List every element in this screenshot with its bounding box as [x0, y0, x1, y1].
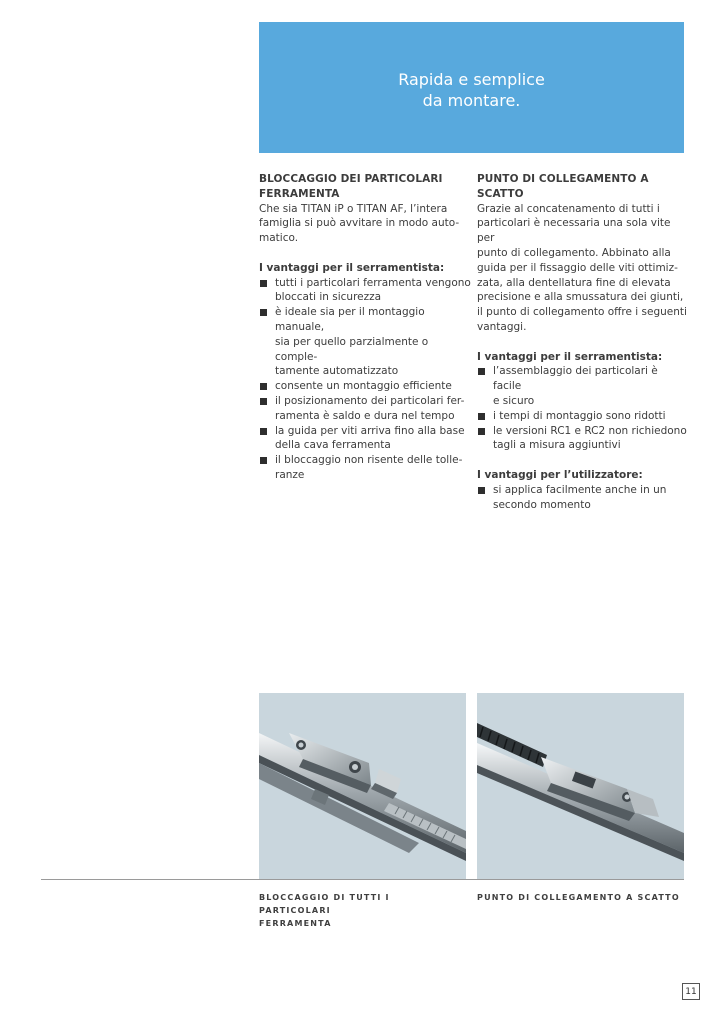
- right-intro-paragraph: [477, 202, 687, 335]
- list-item-line: della cava ferramenta: [275, 439, 391, 452]
- square-bullet-icon: [260, 383, 267, 390]
- right-installer-benefits-subheading: I vantaggi per il serramentista:: [477, 350, 663, 363]
- list-item-line: bloccati in sicurezza: [275, 291, 382, 304]
- horizontal-divider: [41, 879, 684, 880]
- left-intro-line: matico.: [259, 232, 299, 245]
- list-item-line: ramenta è saldo e dura nel tempo: [275, 409, 455, 422]
- list-item: [259, 394, 471, 424]
- list-item-line: il bloccaggio non risente delle tolle-: [275, 454, 463, 467]
- right-intro-line: guida per il fissaggio delle viti ottimiz-: [477, 261, 678, 274]
- left-benefits-list: [259, 276, 471, 483]
- list-item: [477, 409, 687, 424]
- banner-title: [398, 65, 545, 111]
- list-item-line: il posizionamento dei particolari fer-: [275, 394, 465, 407]
- square-bullet-icon: [478, 413, 485, 420]
- snap-connection-photo: [477, 693, 684, 879]
- list-item-line: tutti i particolari ferramenta vengono: [275, 276, 471, 289]
- square-bullet-icon: [260, 280, 267, 287]
- right-intro-line: zata, alla dentellatura fine di elevata: [477, 276, 671, 289]
- left-caption-line-2: FERRAMENTA: [259, 919, 332, 928]
- list-item-line: i tempi di montaggio sono ridotti: [493, 409, 666, 422]
- right-text-column: [477, 172, 687, 512]
- right-intro-line: Grazie al concatenamento di tutti i: [477, 202, 660, 215]
- right-user-benefits-list: [477, 483, 687, 513]
- page-number: 11: [682, 983, 700, 1000]
- list-item: [259, 453, 471, 483]
- left-intro-line: famiglia si può avvitare in modo auto-: [259, 217, 460, 230]
- list-item: [259, 276, 471, 306]
- square-bullet-icon: [478, 368, 485, 375]
- list-item-line: la guida per viti arriva fino alla base: [275, 424, 465, 437]
- left-text-column: [259, 172, 471, 483]
- list-item-line: tagli a misura aggiuntivi: [493, 439, 621, 452]
- right-intro-line: particolari è necessaria una sola vite per: [477, 217, 671, 245]
- list-item-line: è ideale sia per il montaggio manuale,: [275, 306, 425, 333]
- right-column-heading: PUNTO DI COLLEGAMENTO A SCATTO: [477, 173, 649, 200]
- right-intro-line: precisione e alla smussatura dei giunti,: [477, 291, 684, 304]
- list-item-line: secondo momento: [493, 498, 591, 511]
- list-item: [259, 379, 471, 394]
- banner-title-line-1: Rapida e semplice: [398, 69, 545, 89]
- hardware-locking-photo: [259, 693, 466, 879]
- right-photo-caption: PUNTO DI COLLEGAMENTO A SCATTO: [477, 893, 680, 902]
- square-bullet-icon: [260, 398, 267, 405]
- header-banner: [259, 22, 684, 153]
- list-item: [259, 424, 471, 454]
- list-item: [477, 364, 687, 408]
- list-item: [477, 424, 687, 454]
- left-column-heading: [259, 172, 471, 202]
- right-intro-line: vantaggi.: [477, 320, 527, 333]
- list-item-line: tamente automatizzato: [275, 365, 399, 378]
- list-item-line: e sicuro: [493, 394, 535, 407]
- hardware-locking-illustration: [259, 693, 466, 879]
- list-item-line: si applica facilmente anche in un: [493, 483, 667, 496]
- snap-connection-illustration: [477, 693, 684, 879]
- square-bullet-icon: [260, 457, 267, 464]
- list-item-line: l’assemblaggio dei particolari è facile: [493, 365, 658, 393]
- list-item: [259, 305, 471, 379]
- square-bullet-icon: [478, 487, 485, 494]
- left-intro-paragraph: [259, 202, 471, 246]
- square-bullet-icon: [260, 309, 267, 316]
- list-item-line: ranze: [275, 468, 305, 481]
- list-item-line: sia per quello parzialmente o comple-: [275, 335, 429, 363]
- list-item-line: consente un montaggio efficiente: [275, 380, 452, 393]
- right-user-benefits-subheading: I vantaggi per l’utilizzatore:: [477, 468, 643, 481]
- right-intro-line: il punto di collegamento offre i seguenti: [477, 306, 687, 319]
- left-heading-line-2: FERRAMENTA: [259, 187, 340, 200]
- left-photo-caption: [259, 891, 459, 930]
- left-caption-line-1: BLOCCAGGIO DI TUTTI I PARTICOLARI: [259, 893, 390, 915]
- left-intro-line: Che sia TITAN iP o TITAN AF, l’intera: [259, 202, 448, 215]
- square-bullet-icon: [260, 428, 267, 435]
- left-benefits-subheading: I vantaggi per il serramentista:: [259, 261, 445, 274]
- list-item: [477, 483, 687, 513]
- square-bullet-icon: [478, 428, 485, 435]
- right-installer-benefits-list: [477, 364, 687, 453]
- banner-title-line-2: da montare.: [422, 90, 521, 110]
- left-heading-line-1: BLOCCAGGIO DEI PARTICOLARI: [259, 173, 443, 185]
- right-intro-line: punto di collegamento. Abbinato alla: [477, 246, 671, 259]
- list-item-line: le versioni RC1 e RC2 non richiedono: [493, 424, 687, 437]
